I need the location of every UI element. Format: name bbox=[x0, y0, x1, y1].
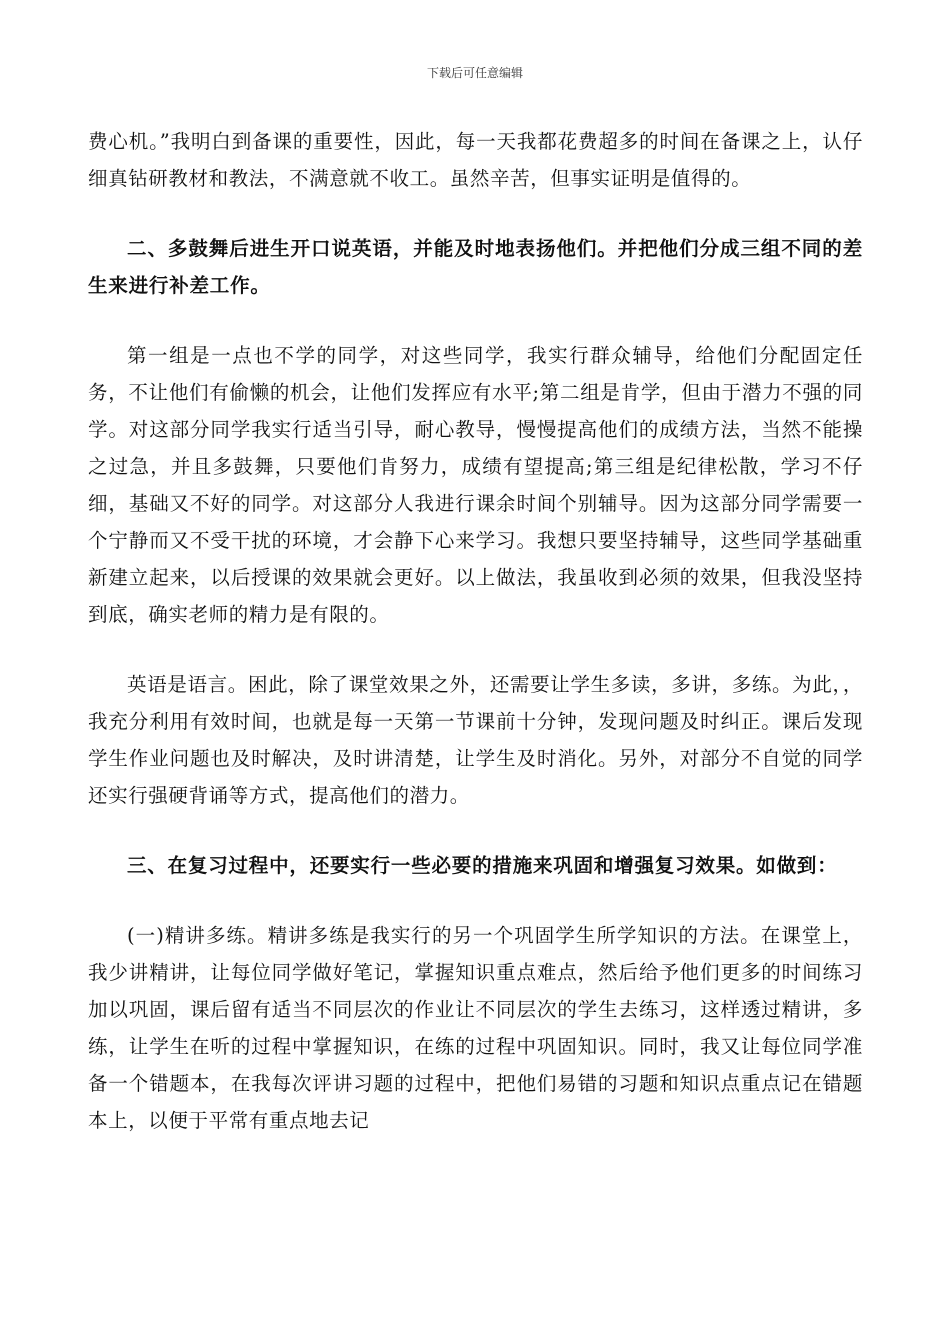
paragraph-intensive-practice: (一)精讲多练。精讲多练是我实行的另一个巩固学生所学知识的方法。在课堂上，我少讲精讲，让每位同学做好笔记，掌握知识重点难点，然后给予他们更多的时间练习加以巩固，课后留有适当不同层次的作业让不同层次的学生去练习，这样透过精讲，多练，让学生在听的过程中掌握知识，在练的过程中巩固知识。同时，我又让每位同学准备一个错题本，在我每次评讲习题的过程中，把他们易错的习题和知识点重点记在错题本上，以便于平常有重点地去记 bbox=[88, 924, 863, 1132]
section-heading-2: 二、多鼓舞后进生开口说英语，并能及时地表扬他们。并把他们分成三组不同的差生来进行补差工作。 bbox=[88, 237, 863, 297]
document-body bbox=[88, 123, 863, 1139]
paragraph-language-practice: 英语是语言。困此，除了课堂效果之外，还需要让学生多读，多讲，多练。为此，，我充分利用有效时间，也就是每一天第一节课前十分钟，发现问题及时纠正。课后发现学生作业问题也及时解决，及时讲清楚，让学生及时消化。另外，对部分不自觉的同学还实行强硬背诵等方式，提高他们的潜力。 bbox=[88, 673, 863, 807]
paragraph-groups: 第一组是一点也不学的同学，对这些同学，我实行群众辅导，给他们分配固定任务，不让他们有偷懒的机会，让他们发挥应有水平;第二组是肯学，但由于潜力不强的同学。对这部分同学我实行适当引导，耐心教导，慢慢提高他们的成绩方法，当然不能操之过急，并且多鼓舞，只要他们肯努力，成绩有望提高;第三组是纪律松散，学习不仔细，基础又不好的同学。对这部分人我进行课余时间个别辅导。因为这部分同学需要一个宁静而又不受干扰的环境，才会静下心来学习。我想只要坚持辅导，这些同学基础重新建立起来，以后授课的效果就会更好。以上做法，我虽收到必须的效果，但我没坚持到底，确实老师的精力是有限的。 bbox=[88, 344, 863, 626]
paragraph-continuation: 费心机。”我明白到备课的重要性，因此，每一天我都花费超多的时间在备课之上，认仔细真钻研教材和教法，不满意就不收工。虽然辛苦，但事实证明是值得的。 bbox=[88, 130, 863, 190]
section-heading-3: 三、在复习过程中，还要实行一些必要的措施来巩固和增强复习效果。如做到： bbox=[127, 854, 838, 877]
page-header: 下载后可任意编辑 bbox=[426, 66, 523, 80]
